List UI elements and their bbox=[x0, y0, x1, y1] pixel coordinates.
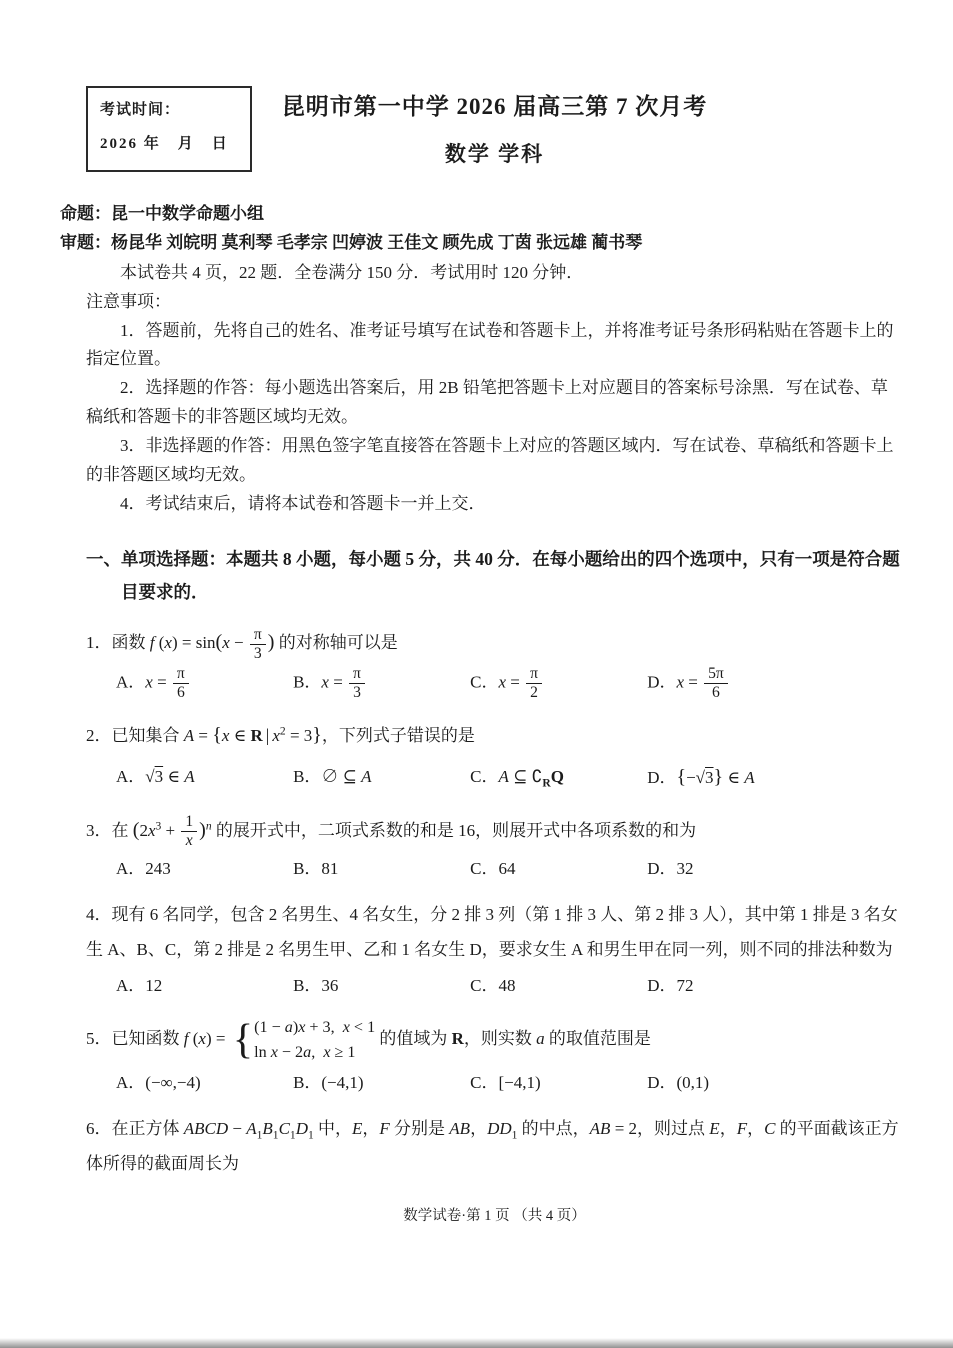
question-2-option-b: B．∅ ⊆ A bbox=[293, 767, 372, 787]
question-5 bbox=[86, 1015, 903, 1099]
page-footer: 数学试卷·第 1 页 （共 4 页） bbox=[403, 1208, 586, 1225]
question-4-option-b: B．36 bbox=[293, 975, 339, 995]
question-1-option-a: A．x = $\frac{\pi}{6}$ bbox=[116, 665, 293, 702]
exam-time-box bbox=[86, 86, 252, 172]
question-5-option-c: C．[−4,1) bbox=[470, 1073, 541, 1093]
exam-subject: 数学 学科 bbox=[444, 142, 545, 166]
question-5-stem: 5．已知函数 f (x) = { (1 − a)x + 3, x < 1 ln x − 2a, x ≥ 1 的值域为 R，则实数 a 的取值范围是 bbox=[86, 1015, 651, 1063]
scan-bottom-shadow bbox=[0, 1338, 953, 1348]
notice-item-2: 2．选择题的作答：每小题选出答案后，用 2B 铅笔把答题卡上对应题目的答案标号涂黑．写在试卷、草稿纸和答题卡的非答题区域均无效。 bbox=[86, 378, 888, 427]
notice-heading: 注意事项： bbox=[86, 291, 171, 311]
question-2-option-a: A．√3 ∈ A bbox=[116, 767, 195, 787]
question-5-option-d: D．(0,1) bbox=[647, 1073, 710, 1093]
question-3 bbox=[86, 810, 903, 885]
question-6-stem: 6．在正方体 ABCD − $A_1B_1C_1D_1$ 中，E，F 分别是 AB，$DD_1$ 的中点，AB = 2，则过点 E，F，C 的平面截该正方体所得的截面周长为 bbox=[86, 1119, 899, 1174]
question-2-options bbox=[86, 758, 903, 796]
question-1-option-c: C．x = $\frac{\pi}{2}$ bbox=[470, 665, 647, 702]
question-3-option-a: A．243 bbox=[116, 858, 171, 878]
question-3-options bbox=[86, 853, 903, 885]
question-3-stem: 3．在 ($2x^3$ + $\frac{1}{x}$ )$^n$ 的展开式中，二项式系数的和是 16，则展开式中各项系数的和为 bbox=[86, 813, 697, 850]
question-1 bbox=[86, 622, 903, 702]
question-4-option-a: A．12 bbox=[116, 975, 163, 995]
exam-title: 昆明市第一中学 2026 届高三第 7 次月考 bbox=[281, 94, 708, 119]
question-3-option-c: C．64 bbox=[470, 858, 516, 878]
question-6 bbox=[86, 1112, 903, 1182]
question-4-option-d: D．72 bbox=[647, 975, 694, 995]
question-5-option-b: B．(−4,1) bbox=[293, 1073, 364, 1093]
question-2-option-d: D．{−√3} ∈ A bbox=[647, 766, 755, 789]
question-4-stem: 4．现有 6 名同学，包含 2 名男生、4 名女生，分 2 排 3 列（第 1 排 3 人、第 2 排 3 人），其中第 1 排是 3 名女生 A、B、C，第 2 排是 2 名男生甲、乙和 1 名女生 D，要求女生 A 和男生甲在同一列，则不同的排法种数为 bbox=[86, 905, 898, 959]
question-3-option-b: B．81 bbox=[293, 858, 339, 878]
notice-item-3: 3．非选择题的作答：用黑色签字笔直接答在答题卡上对应的答题区域内．写在试卷、草稿纸和答题卡上的非答题区域均无效。 bbox=[86, 436, 894, 484]
page-header bbox=[86, 84, 903, 184]
proposer-line: 命题：昆一中数学命题小组 bbox=[60, 204, 264, 223]
paper-info-line: 本试卷共 4 页，22 题．全卷满分 150 分．考试用时 120 分钟． bbox=[120, 263, 584, 283]
question-1-option-b: B．x = $\frac{\pi}{3}$ bbox=[293, 665, 470, 702]
question-4-option-c: C．48 bbox=[470, 975, 516, 995]
question-2-stem: 2．已知集合 A = {x ∈ R | $x^2 = 3$}，下列式子错误的是 bbox=[86, 724, 475, 747]
notice-item-1: 1．答题前，先将自己的姓名、准考证号填写在试卷和答题卡上，并将准考证号条形码粘贴在答题卡上的指定位置。 bbox=[86, 320, 894, 369]
question-3-option-d: D．32 bbox=[647, 858, 694, 878]
section-1-heading: 一、单项选择题：本题共 8 小题，每小题 5 分，共 40 分．在每小题给出的四个选项中，只有一项是符合题目要求的． bbox=[86, 548, 900, 603]
exam-time-date: 2026 年 月 日 bbox=[100, 136, 229, 152]
notice-item-4: 4．考试结束后，请将本试卷和答题卡一并上交． bbox=[120, 493, 486, 513]
reviewer-line: 审题：杨昆华 刘皖明 莫利琴 毛孝宗 凹婷波 王佳文 顾先成 丁茵 张远雄 蔺书琴 bbox=[60, 232, 643, 252]
question-1-option-d: D．x = $\frac{5\pi}{6}$ bbox=[647, 665, 824, 702]
question-5-options bbox=[86, 1067, 903, 1099]
question-4 bbox=[86, 898, 903, 1002]
question-5-option-a: A．(−∞,−4) bbox=[116, 1073, 201, 1093]
question-4-options bbox=[86, 970, 903, 1002]
question-1-stem: 1．函数 f (x) = sin(x − $\frac{\pi}{3}$ ) 的对称轴可以是 bbox=[86, 625, 398, 662]
question-2 bbox=[86, 715, 903, 796]
question-1-options bbox=[86, 665, 903, 702]
exam-time-label: 考试时间： bbox=[100, 102, 181, 118]
question-2-option-c: C．A ⊆ $∁_RQ$ bbox=[470, 766, 564, 790]
